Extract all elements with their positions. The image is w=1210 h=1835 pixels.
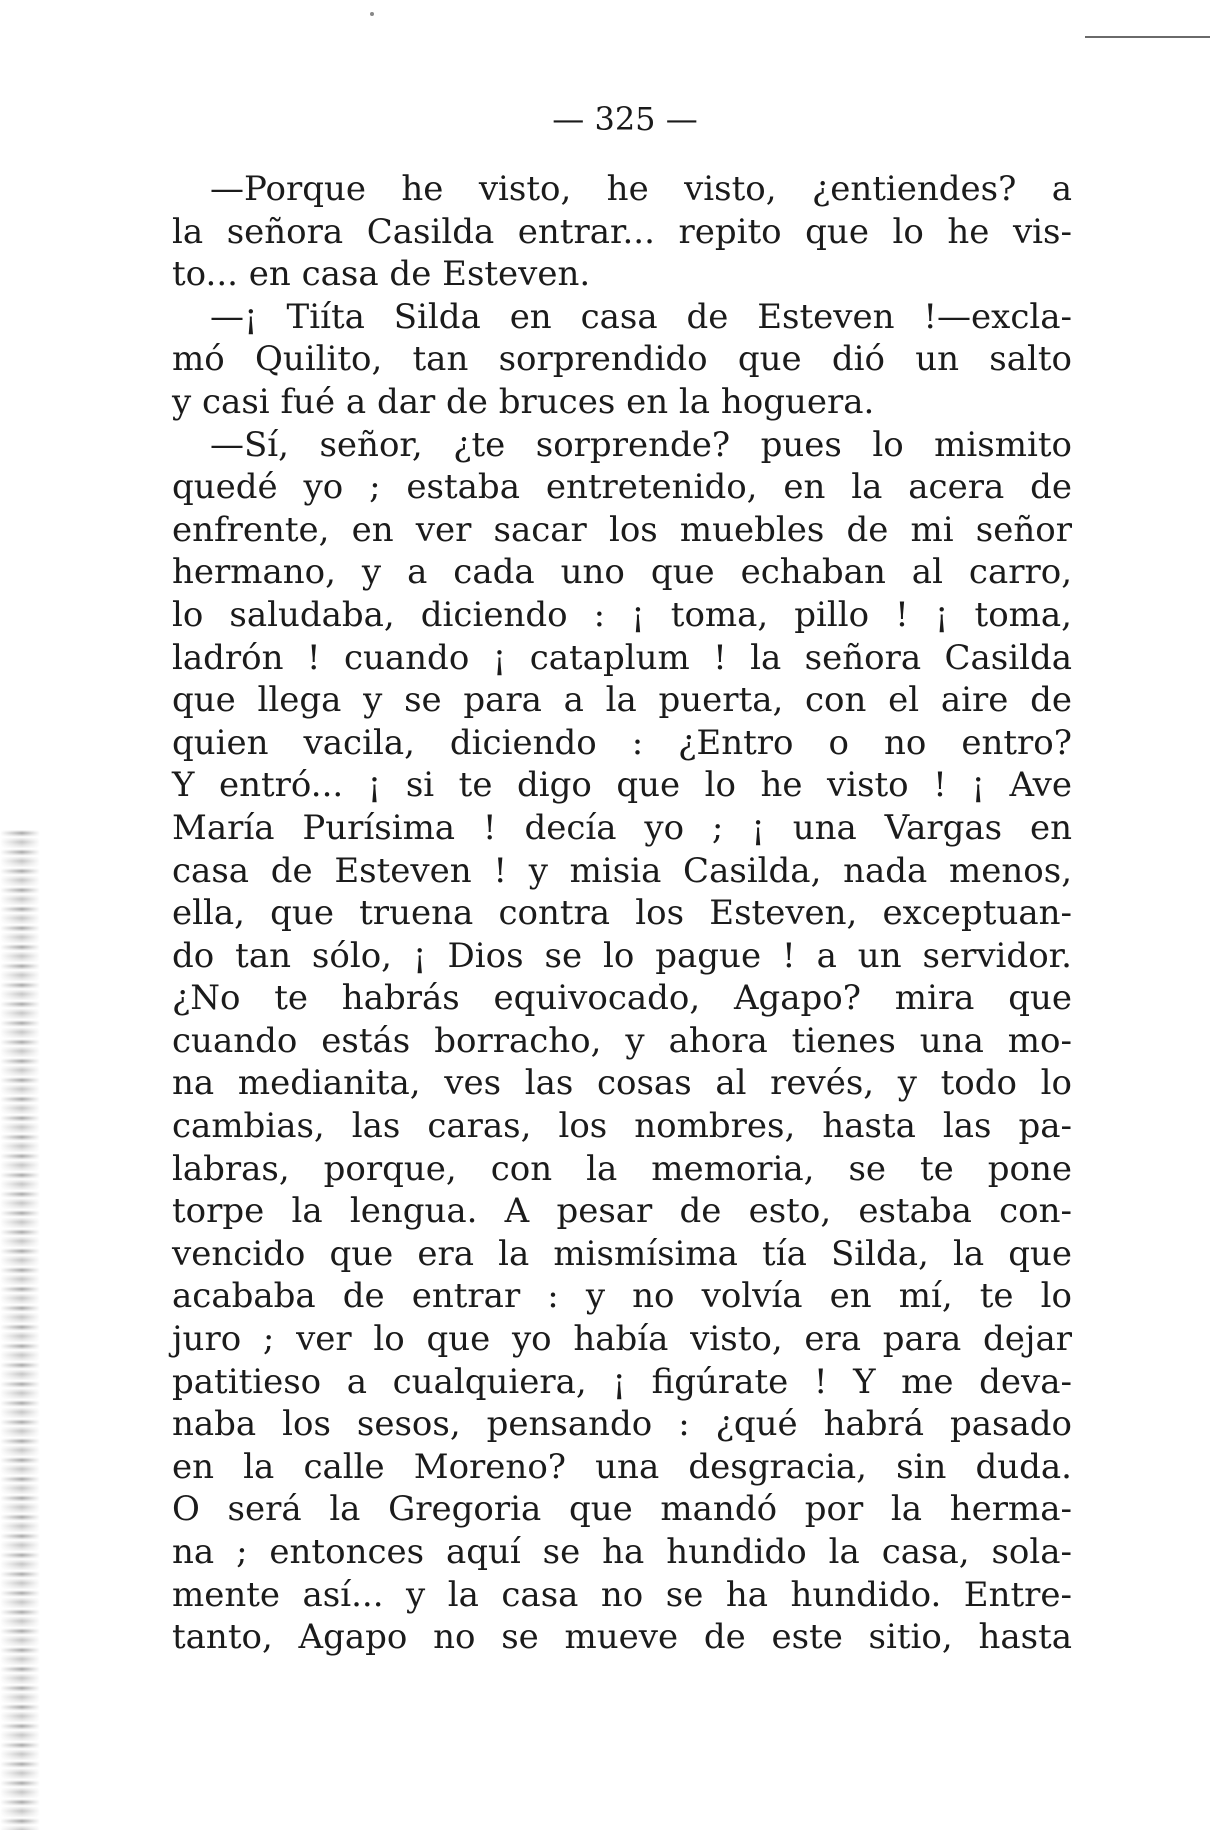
- text-line: —Porque he visto, he visto, ¿entiendes? a: [210, 169, 1072, 209]
- ink-speck: [370, 12, 374, 16]
- text-line: O será la Gregoria que mandó por la herma-: [172, 1489, 1072, 1530]
- text-line: na medianita, ves las cosas al revés, y todo lo: [172, 1063, 1072, 1104]
- text-line: quien vacila, diciendo : ¿Entro o no entro?: [172, 722, 1072, 763]
- text-line: María Purísima ! decía yo ; ¡ una Vargas en: [172, 807, 1072, 848]
- text-line: cuando estás borracho, y ahora tienes una mo-: [172, 1020, 1072, 1061]
- text-line: mente así... y la casa no se ha hundido. Entre-: [172, 1574, 1072, 1615]
- text-line: to... en casa de Esteven.: [172, 254, 591, 295]
- text-line: enfrente, en ver sacar los muebles de mi señor: [172, 509, 1072, 550]
- text-line: labras, porque, con la memoria, se te pone: [172, 1148, 1072, 1189]
- text-line: en la calle Moreno? una desgracia, sin duda.: [172, 1446, 1072, 1487]
- text-line: —¡ Tiíta Silda en casa de Esteven !—excla-: [210, 296, 1072, 337]
- text-line: na ; entonces aquí se ha hundido la casa, sola-: [172, 1532, 1072, 1572]
- text-line: ladrón ! cuando ¡ cataplum ! la señora Casilda: [172, 637, 1072, 678]
- text-line: torpe la lengua. A pesar de esto, estaba con-: [172, 1191, 1072, 1232]
- binding-shadow: [0, 830, 40, 1830]
- text-line: la señora Casilda entrar... repito que lo he vis-: [172, 211, 1072, 252]
- text-line: —Sí, señor, ¿te sorprende? pues lo mismito: [210, 424, 1072, 465]
- text-line: ella, que truena contra los Esteven, exceptuan-: [172, 893, 1072, 934]
- text-line: tanto, Agapo no se mueve de este sitio, hasta: [172, 1617, 1072, 1658]
- text-line: quedé yo ; estaba entretenido, en la acera de: [172, 467, 1072, 508]
- text-line: do tan sólo, ¡ Dios se lo pague ! a un servidor.: [172, 935, 1072, 976]
- text-line: cambias, las caras, los nombres, hasta las pa-: [172, 1106, 1072, 1147]
- text-line: juro ; ver lo que yo había visto, era para dejar: [172, 1319, 1072, 1360]
- text-line: vencido que era la mismísima tía Silda, la que: [172, 1233, 1072, 1274]
- text-line: ¿No te habrás equivocado, Agapo? mira que: [172, 978, 1072, 1019]
- text-line: acababa de entrar : y no volvía en mí, te lo: [172, 1276, 1072, 1317]
- text-line: mó Quilito, tan sorprendido que dió un salto: [172, 339, 1072, 380]
- text-line: Y entró... ¡ si te digo que lo he visto ! ¡ Ave: [172, 765, 1072, 806]
- text-line: naba los sesos, pensando : ¿qué habrá pasado: [172, 1404, 1072, 1445]
- text-line: hermano, y a cada uno que echaban al carro,: [172, 552, 1072, 593]
- text-line: patitieso a cualquiera, ¡ figúrate ! Y me deva-: [172, 1361, 1072, 1402]
- text-line: lo saludaba, diciendo : ¡ toma, pillo ! ¡ toma,: [172, 594, 1072, 635]
- page-number: — 325 —: [552, 100, 698, 138]
- text-line: que llega y se para a la puerta, con el aire de: [172, 680, 1072, 721]
- top-edge-rule: [1085, 36, 1210, 38]
- text-line: y casi fué a dar de bruces en la hoguera.: [172, 381, 875, 422]
- text-line: casa de Esteven ! y misia Casilda, nada menos,: [172, 850, 1072, 891]
- body-text: [172, 168, 1072, 1659]
